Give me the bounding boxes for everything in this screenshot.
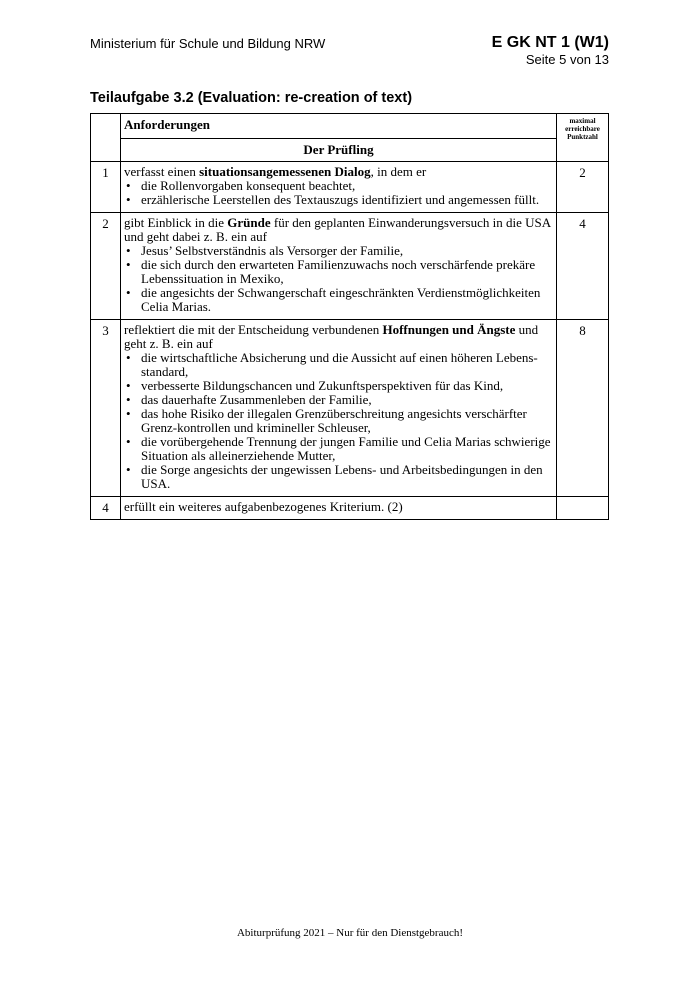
header-max-line: Punktzahl xyxy=(567,133,598,141)
row-points: 2 xyxy=(557,162,609,213)
list-item: • das hohe Risiko der illegalen Grenzüberschreitung angesichts verschärfter Grenz-kontrollen und krimineller Schleuser, xyxy=(124,407,553,435)
row-number: 3 xyxy=(91,320,121,497)
row-number: 4 xyxy=(91,497,121,520)
list-item: • Jesus’ Selbstverständnis als Versorger der Familie, xyxy=(124,244,553,258)
table-row xyxy=(91,497,609,520)
header-requirements: Anforderungen xyxy=(121,114,557,139)
list-item: • erzählerische Leerstellen des Textauszugs identifiziert und angemessen füllt. xyxy=(124,193,553,207)
row-intro-bold: situationsangemessenen Dialog xyxy=(199,164,371,179)
criteria-table xyxy=(90,113,609,520)
row-intro-text: , in dem er xyxy=(370,164,427,179)
row-number: 2 xyxy=(91,213,121,320)
row-intro xyxy=(124,323,553,351)
table-row xyxy=(91,320,609,497)
row-points: 4 xyxy=(557,213,609,320)
row-requirement xyxy=(121,213,557,320)
header-candidate: Der Prüfling xyxy=(121,139,557,162)
page-number: Seite 5 von 13 xyxy=(525,52,609,67)
row-intro xyxy=(124,216,553,244)
bullet-list xyxy=(124,351,553,491)
row-intro-text: gibt Einblick in die xyxy=(124,215,228,230)
bullet-list xyxy=(124,179,553,207)
row-intro-text: für den geplanten Einwanderungsversuch in die USA und geht dabei z. B. ein auf xyxy=(124,215,551,244)
table-row xyxy=(91,213,609,320)
list-item: • die angesichts der Schwangerschaft eingeschränkten Verdienstmöglichkeiten Celia Marias. xyxy=(124,286,553,314)
list-item: • die sich durch den erwarteten Familienzuwachs noch verschärfende prekäre Lebenssituation in Mexiko, xyxy=(124,258,553,286)
bullet-list xyxy=(124,244,553,314)
row-requirement: erfüllt ein weiteres aufgabenbezogenes Kriterium. (2) xyxy=(121,497,557,520)
list-item: • verbesserte Bildungschancen und Zukunftsperspektiven für das Kind, xyxy=(124,379,553,393)
list-item: • die vorübergehende Trennung der jungen Familie und Celia Marias schwierige Situation als alleinerziehende Mutter, xyxy=(124,435,553,463)
row-number: 1 xyxy=(91,162,121,213)
section-title: Teilaufgabe 3.2 (Evaluation: re-creation of text) xyxy=(90,90,413,106)
ministry-name: Ministerium für Schule und Bildung NRW xyxy=(90,36,326,51)
document-header-right xyxy=(492,34,609,67)
header-max-line: erreichbare xyxy=(565,125,600,133)
list-item: • die wirtschaftliche Absicherung und die Aussicht auf einen höheren Lebens-standard, xyxy=(124,351,553,379)
row-points: 8 xyxy=(557,320,609,497)
table-row xyxy=(91,162,609,213)
table-subheader-row xyxy=(91,139,609,162)
row-intro-text: verfasst einen xyxy=(124,164,200,179)
header-max-line: maximal xyxy=(569,117,596,125)
list-item: • das dauerhafte Zusammenleben der Familie, xyxy=(124,393,553,407)
row-requirement xyxy=(121,320,557,497)
exam-code: E GK NT 1 (W1) xyxy=(491,34,609,51)
list-item: • die Sorge angesichts der ungewissen Lebens- und Arbeitsbedingungen in den USA. xyxy=(124,463,553,491)
row-intro-text: und geht z. B. ein auf xyxy=(124,322,539,351)
list-item: • die Rollenvorgaben konsequent beachtet, xyxy=(124,179,553,193)
row-requirement xyxy=(121,162,557,213)
row-intro-text: reflektiert die mit der Entscheidung verbundenen xyxy=(124,322,383,337)
row-intro-bold: Hoffnungen und Ängste xyxy=(382,322,516,337)
footer-note: Abiturprüfung 2021 – Nur für den Dienstgebrauch! xyxy=(236,927,464,939)
header-number-cell xyxy=(91,114,121,162)
row-intro-bold: Gründe xyxy=(227,215,271,230)
row-intro xyxy=(124,165,553,179)
header-max-points xyxy=(557,114,609,162)
table-header-row xyxy=(91,114,609,139)
row-points xyxy=(557,497,609,520)
